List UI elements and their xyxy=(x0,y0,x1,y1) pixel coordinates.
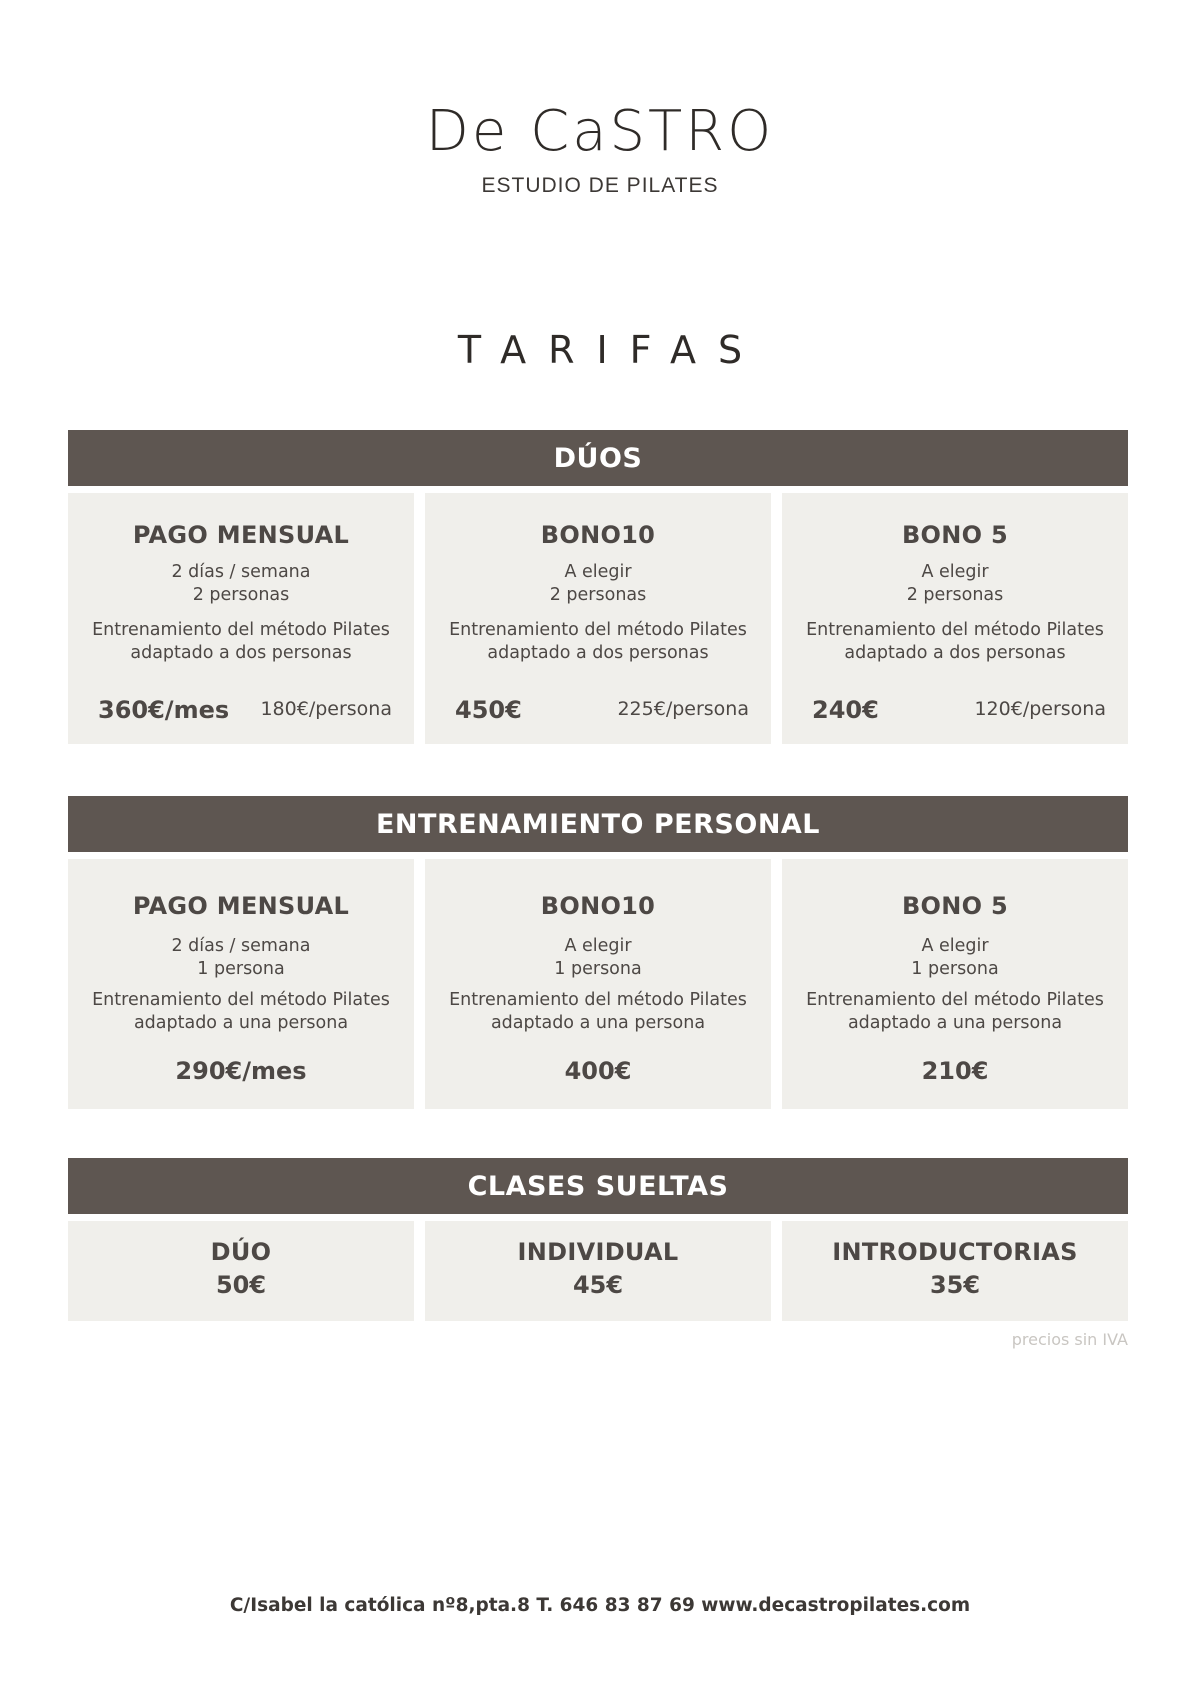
plan-description: Entrenamiento del método Pilates xyxy=(806,620,1104,640)
tax-note: precios sin IVA xyxy=(1011,1330,1128,1349)
plan-frequency: 2 días / semana xyxy=(171,936,311,956)
plan-price: 240€ xyxy=(812,696,879,724)
section-entrenamiento-personal xyxy=(68,796,1128,1109)
class-price: 50€ xyxy=(215,1271,267,1299)
plan-description: Entrenamiento del método Pilates xyxy=(806,990,1104,1010)
plan-frequency: 2 días / semana xyxy=(171,562,311,582)
plan-description-2: adaptado a dos personas xyxy=(844,643,1066,663)
plan-description-2: adaptado a una persona xyxy=(847,1013,1063,1033)
plan-description: Entrenamiento del método Pilates xyxy=(449,620,747,640)
plan-people: 1 persona xyxy=(554,959,642,979)
plan-card-bono5 xyxy=(782,493,1128,744)
plan-name: PAGO MENSUAL xyxy=(132,892,350,920)
class-card-duo xyxy=(68,1221,414,1321)
plan-card-pago-mensual xyxy=(68,859,414,1109)
plan-people: 2 personas xyxy=(549,585,647,605)
plan-price-per-person: 225€/persona xyxy=(617,698,749,720)
plan-price-per-person: 120€/persona xyxy=(974,698,1106,720)
plan-price-per-person: 180€/persona xyxy=(260,698,392,720)
plan-card-bono10 xyxy=(425,859,771,1109)
brand-logo xyxy=(0,100,1200,198)
class-name: INTRODUCTORIAS xyxy=(832,1238,1078,1266)
plan-description-2: adaptado a dos personas xyxy=(487,643,709,663)
plan-frequency: A elegir xyxy=(921,936,989,956)
plan-name: BONO10 xyxy=(540,521,656,549)
plan-price: 400€ xyxy=(564,1057,632,1085)
section-duos xyxy=(68,430,1128,744)
plan-price: 210€ xyxy=(921,1057,989,1085)
plan-name: BONO 5 xyxy=(901,892,1009,920)
plan-people: 1 persona xyxy=(911,959,999,979)
plan-frequency: A elegir xyxy=(564,936,632,956)
plan-people: 2 personas xyxy=(192,585,290,605)
class-name: INDIVIDUAL xyxy=(517,1238,679,1266)
plan-people: 2 personas xyxy=(906,585,1004,605)
plan-description: Entrenamiento del método Pilates xyxy=(449,990,747,1010)
brand-subtitle: ESTUDIO DE PILATES xyxy=(481,174,719,197)
plan-description-2: adaptado a dos personas xyxy=(130,643,352,663)
footer-contact: C/Isabel la católica nº8,pta.8 T. 646 83 87 69 www.decastropilates.com xyxy=(229,1595,971,1616)
plan-card-bono5 xyxy=(782,859,1128,1109)
plan-name: BONO 5 xyxy=(901,521,1009,549)
section-clases-sueltas xyxy=(68,1158,1128,1321)
plan-description-2: adaptado a una persona xyxy=(490,1013,706,1033)
class-card-individual xyxy=(425,1221,771,1321)
plan-frequency: A elegir xyxy=(921,562,989,582)
brand-name: De CaSTRO xyxy=(425,99,775,164)
plan-description-2: adaptado a una persona xyxy=(133,1013,349,1033)
plan-description: Entrenamiento del método Pilates xyxy=(92,990,390,1010)
plan-card-pago-mensual xyxy=(68,493,414,744)
plan-price: 450€ xyxy=(455,696,522,724)
class-price: 35€ xyxy=(929,1271,981,1299)
plan-name: PAGO MENSUAL xyxy=(132,521,350,549)
plan-card-bono10 xyxy=(425,493,771,744)
class-card-introductorias xyxy=(782,1221,1128,1321)
plan-price: 360€/mes xyxy=(98,696,230,724)
plan-people: 1 persona xyxy=(197,959,285,979)
plan-frequency: A elegir xyxy=(564,562,632,582)
section-heading: CLASES SUELTAS xyxy=(68,1158,1128,1214)
plan-name: BONO10 xyxy=(540,892,656,920)
plan-description: Entrenamiento del método Pilates xyxy=(92,620,390,640)
class-name: DÚO xyxy=(210,1238,272,1266)
section-heading: DÚOS xyxy=(68,430,1128,486)
plan-price: 290€/mes xyxy=(175,1057,307,1085)
page-title: TARIFAS xyxy=(457,328,765,372)
section-heading: ENTRENAMIENTO PERSONAL xyxy=(68,796,1128,852)
class-price: 45€ xyxy=(572,1271,624,1299)
